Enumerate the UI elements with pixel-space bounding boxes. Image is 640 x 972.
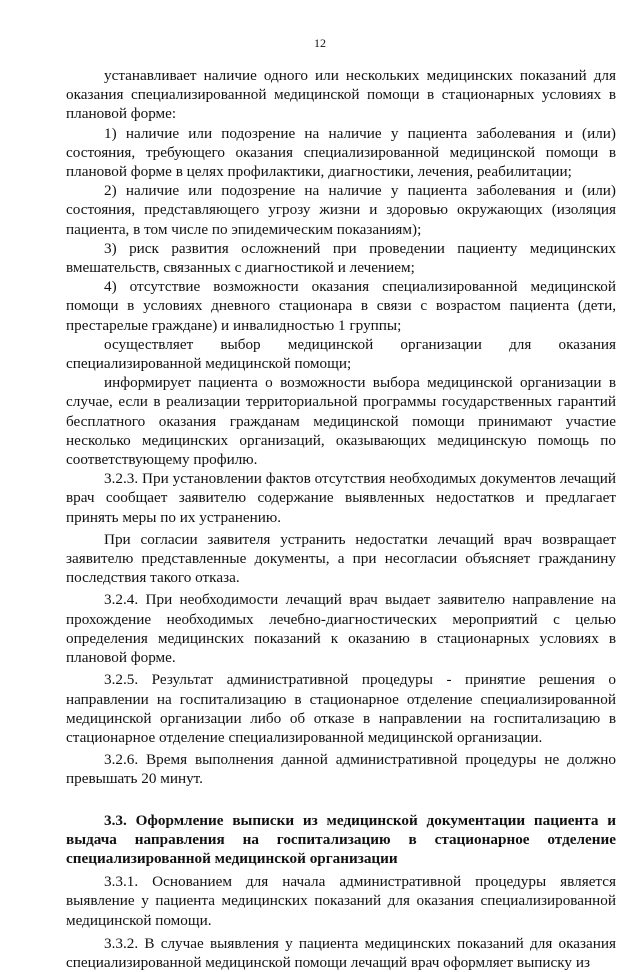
document-body (66, 66, 616, 972)
page-number: 12 (314, 36, 326, 50)
paragraph-3-2-4: 3.2.4. При необходимости лечащий врач выдает заявителю направление на прохождение необходимых лечебно-диагностических мероприятий с целью определения медицинских показаний к оказанию в стационарных условиях в плановой форме. (66, 591, 616, 667)
paragraph-inform: информирует пациента о возможности выбора медицинской организации в случае, если в реализации территориальной программы государственных гарантий бесплатного оказания гражданам медицинской помощи принимают участие несколько медицинских организаций, оказывающих медицинскую помощь по соответствующему профилю. (66, 374, 616, 469)
paragraph-3-3-2: 3.3.2. В случае выявления у пациента медицинских показаний для оказания специализированной медицинской помощи лечащий врач оформляет выписку из (66, 934, 616, 971)
paragraph-3-3-1: 3.3.1. Основанием для начала административной процедуры является выявление у пациента медицинских показаний для оказания специализированной медицинской помощи. (66, 873, 616, 929)
paragraph-3-2-3: 3.2.3. При установлении фактов отсутствия необходимых документов лечащий врач сообщает заявителю содержание выявленных недостатков и предлагает принять меры по их устранению. (66, 470, 616, 526)
paragraph-3-2-6: 3.2.6. Время выполнения данной административной процедуры не должно превышать 20 минут. (66, 751, 616, 788)
paragraph-item-4: 4) отсутствие возможности оказания специализированной медицинской помощи в условиях дневного стационара в связи с возрастом пациента (дети, престарелые граждане) и инвалидностью 1 группы; (66, 278, 616, 334)
paragraph-choice: осуществляет выбор медицинской организации для оказания специализированной медицинской помощи; (66, 335, 616, 373)
paragraph-item-3: 3) риск развития осложнений при проведении пациенту медицинских вмешательств, связанных с диагностикой и лечением; (66, 239, 616, 277)
paragraph-item-1: 1) наличие или подозрение на наличие у пациента заболевания и (или) состояния, требующего оказания специализированной медицинской помощи в плановой форме в целях профилактики, диагностики, лечения, реабилитации; (66, 124, 616, 181)
section-heading: 3.3. Оформление выписки из медицинской документации пациента и выдача направления на госпитализацию в стационарное отделение специализированной медицинской организации (66, 811, 616, 867)
paragraph-3-2-5: 3.2.5. Результат административной процедуры - принятие решения о направлении на госпитализацию в стационарное отделение специализированной медицинской организации либо об отказе в направлении на госпитализацию в стационарное отделение специализированной медицинской организации. (66, 671, 616, 746)
paragraph-intro: устанавливает наличие одного или нескольких медицинских показаний для оказания специализированной медицинской помощи в стационарных условиях в плановой форме: (66, 67, 616, 123)
paragraph-consent: При согласии заявителя устранить недостатки лечащий врач возвращает заявителю представленные документы, а при несогласии объясняет гражданину последствия такого отказа. (66, 530, 616, 587)
paragraph-item-2: 2) наличие или подозрение на наличие у пациента заболевания и (или) состояния, представляющего угрозу жизни и здоровью окружающих (изоляция пациента, в том числе по эпидемическим показаниям); (66, 182, 616, 238)
